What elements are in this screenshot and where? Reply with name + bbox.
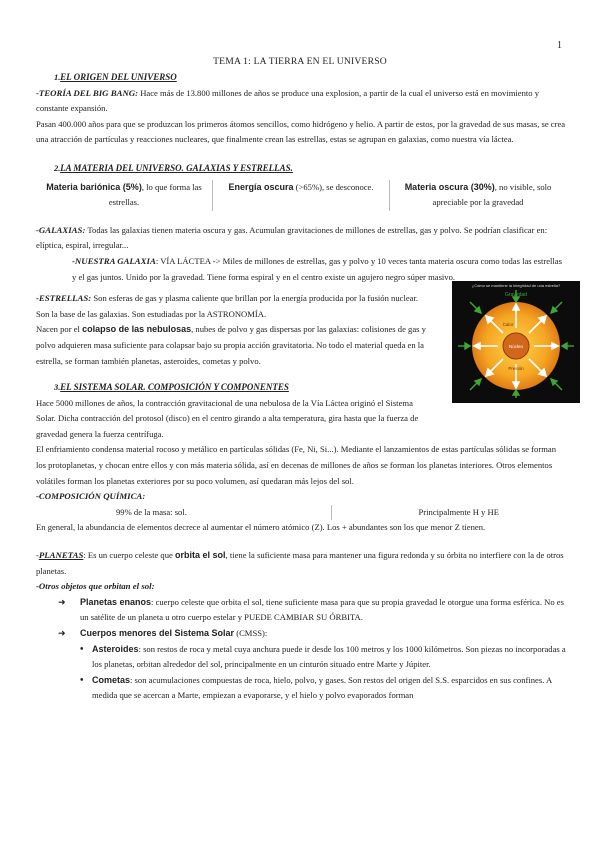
section-3-heading: 3. EL SISTEMA SOLAR. COMPOSICIÓN Y COMPONENTES — [54, 382, 289, 393]
section-1-heading: 1. EL ORIGEN DEL UNIVERSO — [54, 72, 177, 82]
pressure-label: Presión — [508, 366, 524, 372]
dark-energy-column: Energía oscura (>65%), se desconoce. — [212, 180, 389, 211]
big-bang-paragraph: -TEORÍA DEL BIG BANG: Hace más de 13.800 millones de años se produce una explosion, a partir de la cual el universo está en movimiento y constante expansión. — [36, 87, 540, 114]
composition-columns — [36, 505, 566, 521]
galaxies-paragraph: -GALAXIAS: Todas las galaxias tienen materia oscura y gas. Acumulan gravitaciones de millones de estrellas, gas y polvo. Se podrían clasificar en: elíptica, espiral, irregular... — [36, 224, 548, 251]
chemical-composition-label: -COMPOSICIÓN QUÍMICA: — [36, 491, 146, 502]
stars-text — [36, 291, 426, 369]
list-item-small-bodies: ➜ Cuerpos menores del Sistema Solar (CMSS): — [58, 626, 566, 642]
section-heading: EL ORIGEN DEL UNIVERSO — [60, 72, 177, 82]
nebula-paragraph: Nacen por el colapso de las nebulosas, nubes de polvo y gas dispersas por las galaxias: colisiones de gas y polvo adquieren masa suficiente para colapsar bajo su propia acción gravitatoria. No todo el material queda en la estrella, se forman también planetas, asteroides, cometas y polvo. — [36, 324, 426, 366]
stars-paragraph: -ESTRELLAS: Son esferas de gas y plasma caliente que brillan por la energía producida por la fusión nuclear. Son la base de las galaxias. Son estudiadas por la ASTRONOMÍA. — [36, 293, 419, 319]
list-item-asteroids: • Asteroides: son restos de roca y metal cuya anchura puede ir desde los 100 metros y los 1000 kilómetros. Son piezas no incorporadas a los planetas, orbitan alrededor del sol, principalmente en un cinturón situado entre Marte y Júpiter. — [80, 642, 566, 673]
star-integrity-figure — [452, 281, 580, 403]
abundance-paragraph: En general, la abundancia de elementos decrece al aumentar el número atómico (Z). Los + abundantes son los que menor Z tienen. — [36, 522, 486, 533]
planets-paragraph: -PLANETAS: Es un cuerpo celeste que orbita el sol, tiene la suficiente masa para mantener una figura redonda y su órbita no interfiere con la de otros planetas. — [36, 550, 564, 576]
small-bodies-list — [36, 642, 566, 704]
baryonic-matter-column: Materia bariónica (5%), lo que forma las estrellas. — [46, 181, 202, 208]
other-objects-label: -Otros objetos que orbitan el sol: — [36, 581, 155, 592]
document-body — [36, 70, 566, 704]
atoms-paragraph: Pasan 400.000 años para que se produzcan los primeros átomos sencillos, como hidrógeno y helio. A partir de estos, por la gravedad de sus masas, se crea una atracción de partículas y reacciones nucleares, que finalmente crean las estrellas, estas se agrupan en galaxias, como nuestra vía láctea. — [36, 118, 566, 145]
big-bang-label: -TEORÍA DEL BIG BANG: — [36, 87, 139, 98]
matter-columns — [36, 180, 566, 211]
solar-system-origin-paragraph: Hace 5000 millones de años, la contracción gravitacional de una nebulosa de la Vía Láctea originó el Sistema Solar. Dicha contracción del protosol (disco) en el centro girando a alta temperatura, gira hasta que la fuerza de gravedad genera la fuerza centrífuga. — [36, 397, 419, 439]
page-number: 1 — [557, 40, 562, 51]
orbiting-objects-list — [36, 595, 566, 642]
list-item-comets: • Cometas: son acumulaciones compuestas de roca, hielo, polvo, y gases. Son restos del origen del S.S. esparcidos en sus confines. A medida que se acercan a Marte, empiezan a evaporarse, y el hielo y polvo evaporados forman — [80, 673, 566, 704]
core-label: Núcleo — [508, 344, 524, 350]
condensation-paragraph: El enfriamiento condensa material rocoso y metálico en partículas sólidas (Fe, Ni, Si...). Mediante el lanzamientos de estas partículas sólidas se forman los protoplanetas, y chocan entre ellos y con más materia sólida, así en decenas de millones de años se forman los planetas interiores. Otros elementos volátiles forman los planetas exteriores por su poco volumen, así quedaran más lejos del sol. — [36, 444, 557, 486]
section-heading: EL SISTEMA SOLAR. COMPOSICIÓN Y COMPONENTES — [60, 382, 289, 393]
list-item-dwarf-planets: ➜ Planetas enanos: cuerpo celeste que orbita el sol, tiene suficiente masa para que su propia gravedad le otorgue una forma esférica. No es un satélite de un planeta u otro cuerpo estelar y PUEDE CAMBIAR SU ÓRBITA. — [58, 595, 566, 626]
composition-col-1: 99% de la masa: sol. — [116, 506, 187, 517]
gravity-label: Gravedad — [505, 292, 527, 299]
our-galaxy-paragraph: -NUESTRA GALAXIA: VÍA LÁCTEA -> Miles de millones de estrellas, gas y polvo y 10 veces tanta materia oscura como todas las estrellas y el gas juntos. Unido por la gravedad. Tiene forma espiral y en el centro existe un agujero negro súper masivo. — [72, 255, 562, 282]
page-title: TEMA 1: LA TIERRA EN EL UNIVERSO — [213, 56, 387, 67]
composition-col-2: Principalmente H y HE — [331, 505, 567, 521]
star-diagram — [452, 288, 580, 400]
section-2-heading: 2. LA MATERIA DEL UNIVERSO. GALAXIAS Y ESTRELLAS. — [54, 162, 293, 173]
figure-caption: ¿Cómo se mantiene la integridad de una estrella? — [471, 283, 561, 289]
heat-label: Calor — [502, 322, 514, 328]
stars-block — [36, 283, 566, 372]
section-heading: LA MATERIA DEL UNIVERSO. GALAXIAS Y ESTRELLAS. — [60, 162, 293, 173]
dark-matter-column: Materia oscura (30%), no visible, solo apreciable por la gravedad — [389, 180, 566, 211]
